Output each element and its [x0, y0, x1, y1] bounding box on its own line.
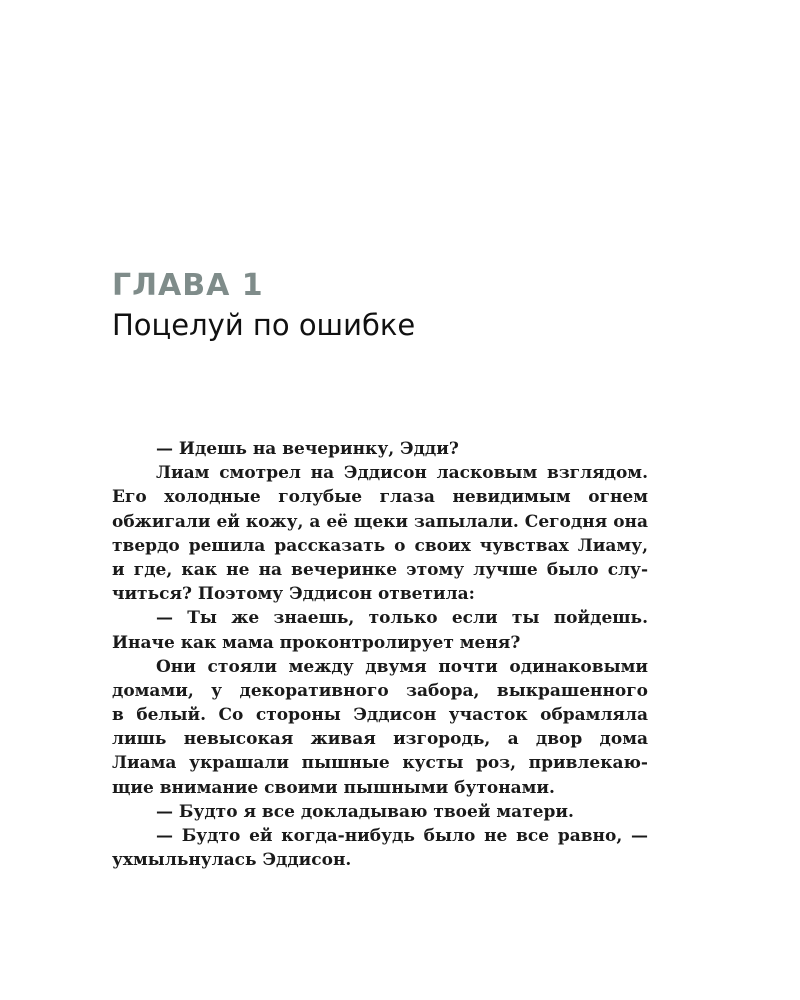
text-line: — Будто ей когда-нибудь было не все равно, — — [156, 826, 648, 846]
text-line: Лиам смотрел на Эддисон ласковым взглядом. — [156, 463, 648, 484]
text-line: Иначе как мама проконтролирует меня? — [112, 632, 521, 653]
body-text — [112, 437, 648, 872]
text-line: Лиама украшали пышные кусты роз, привлекаю- — [112, 753, 648, 774]
chapter-title: Поцелуй по ошибке — [112, 308, 416, 342]
text-line: читься? Поэтому Эддисон ответила: — [112, 584, 475, 605]
text-line: ухмыльнулась Эддисон. — [112, 850, 352, 871]
text-line: щие внимание своими пышными бутонами. — [112, 777, 555, 798]
text-line: твердо решила рассказать о своих чувствах Лиаму, — [112, 535, 648, 556]
text-line: Его холодные голубые глаза невидимым огнем — [112, 487, 648, 508]
text-line: — Будто я все докладываю твоей матери. — [156, 801, 574, 822]
chapter-label: ГЛАВА 1 — [112, 268, 264, 303]
text-line: — Идешь на вечеринку, Эдди? — [156, 439, 459, 459]
text-line: лишь невысокая живая изгородь, а двор дома — [112, 729, 648, 750]
text-line: Они стояли между двумя почти одинаковыми — [156, 656, 648, 677]
text-line: и где, как не на вечеринке этому лучше было слу- — [112, 559, 648, 580]
text-line: домами, у декоративного забора, выкрашенного — [112, 680, 648, 701]
text-line: в белый. Со стороны Эддисон участок обрамляла — [112, 705, 648, 726]
text-line: обжигали ей кожу, а её щеки запылали. Сегодня она — [112, 511, 648, 532]
text-line: — Ты же знаешь, только если ты пойдешь. — [156, 608, 648, 629]
